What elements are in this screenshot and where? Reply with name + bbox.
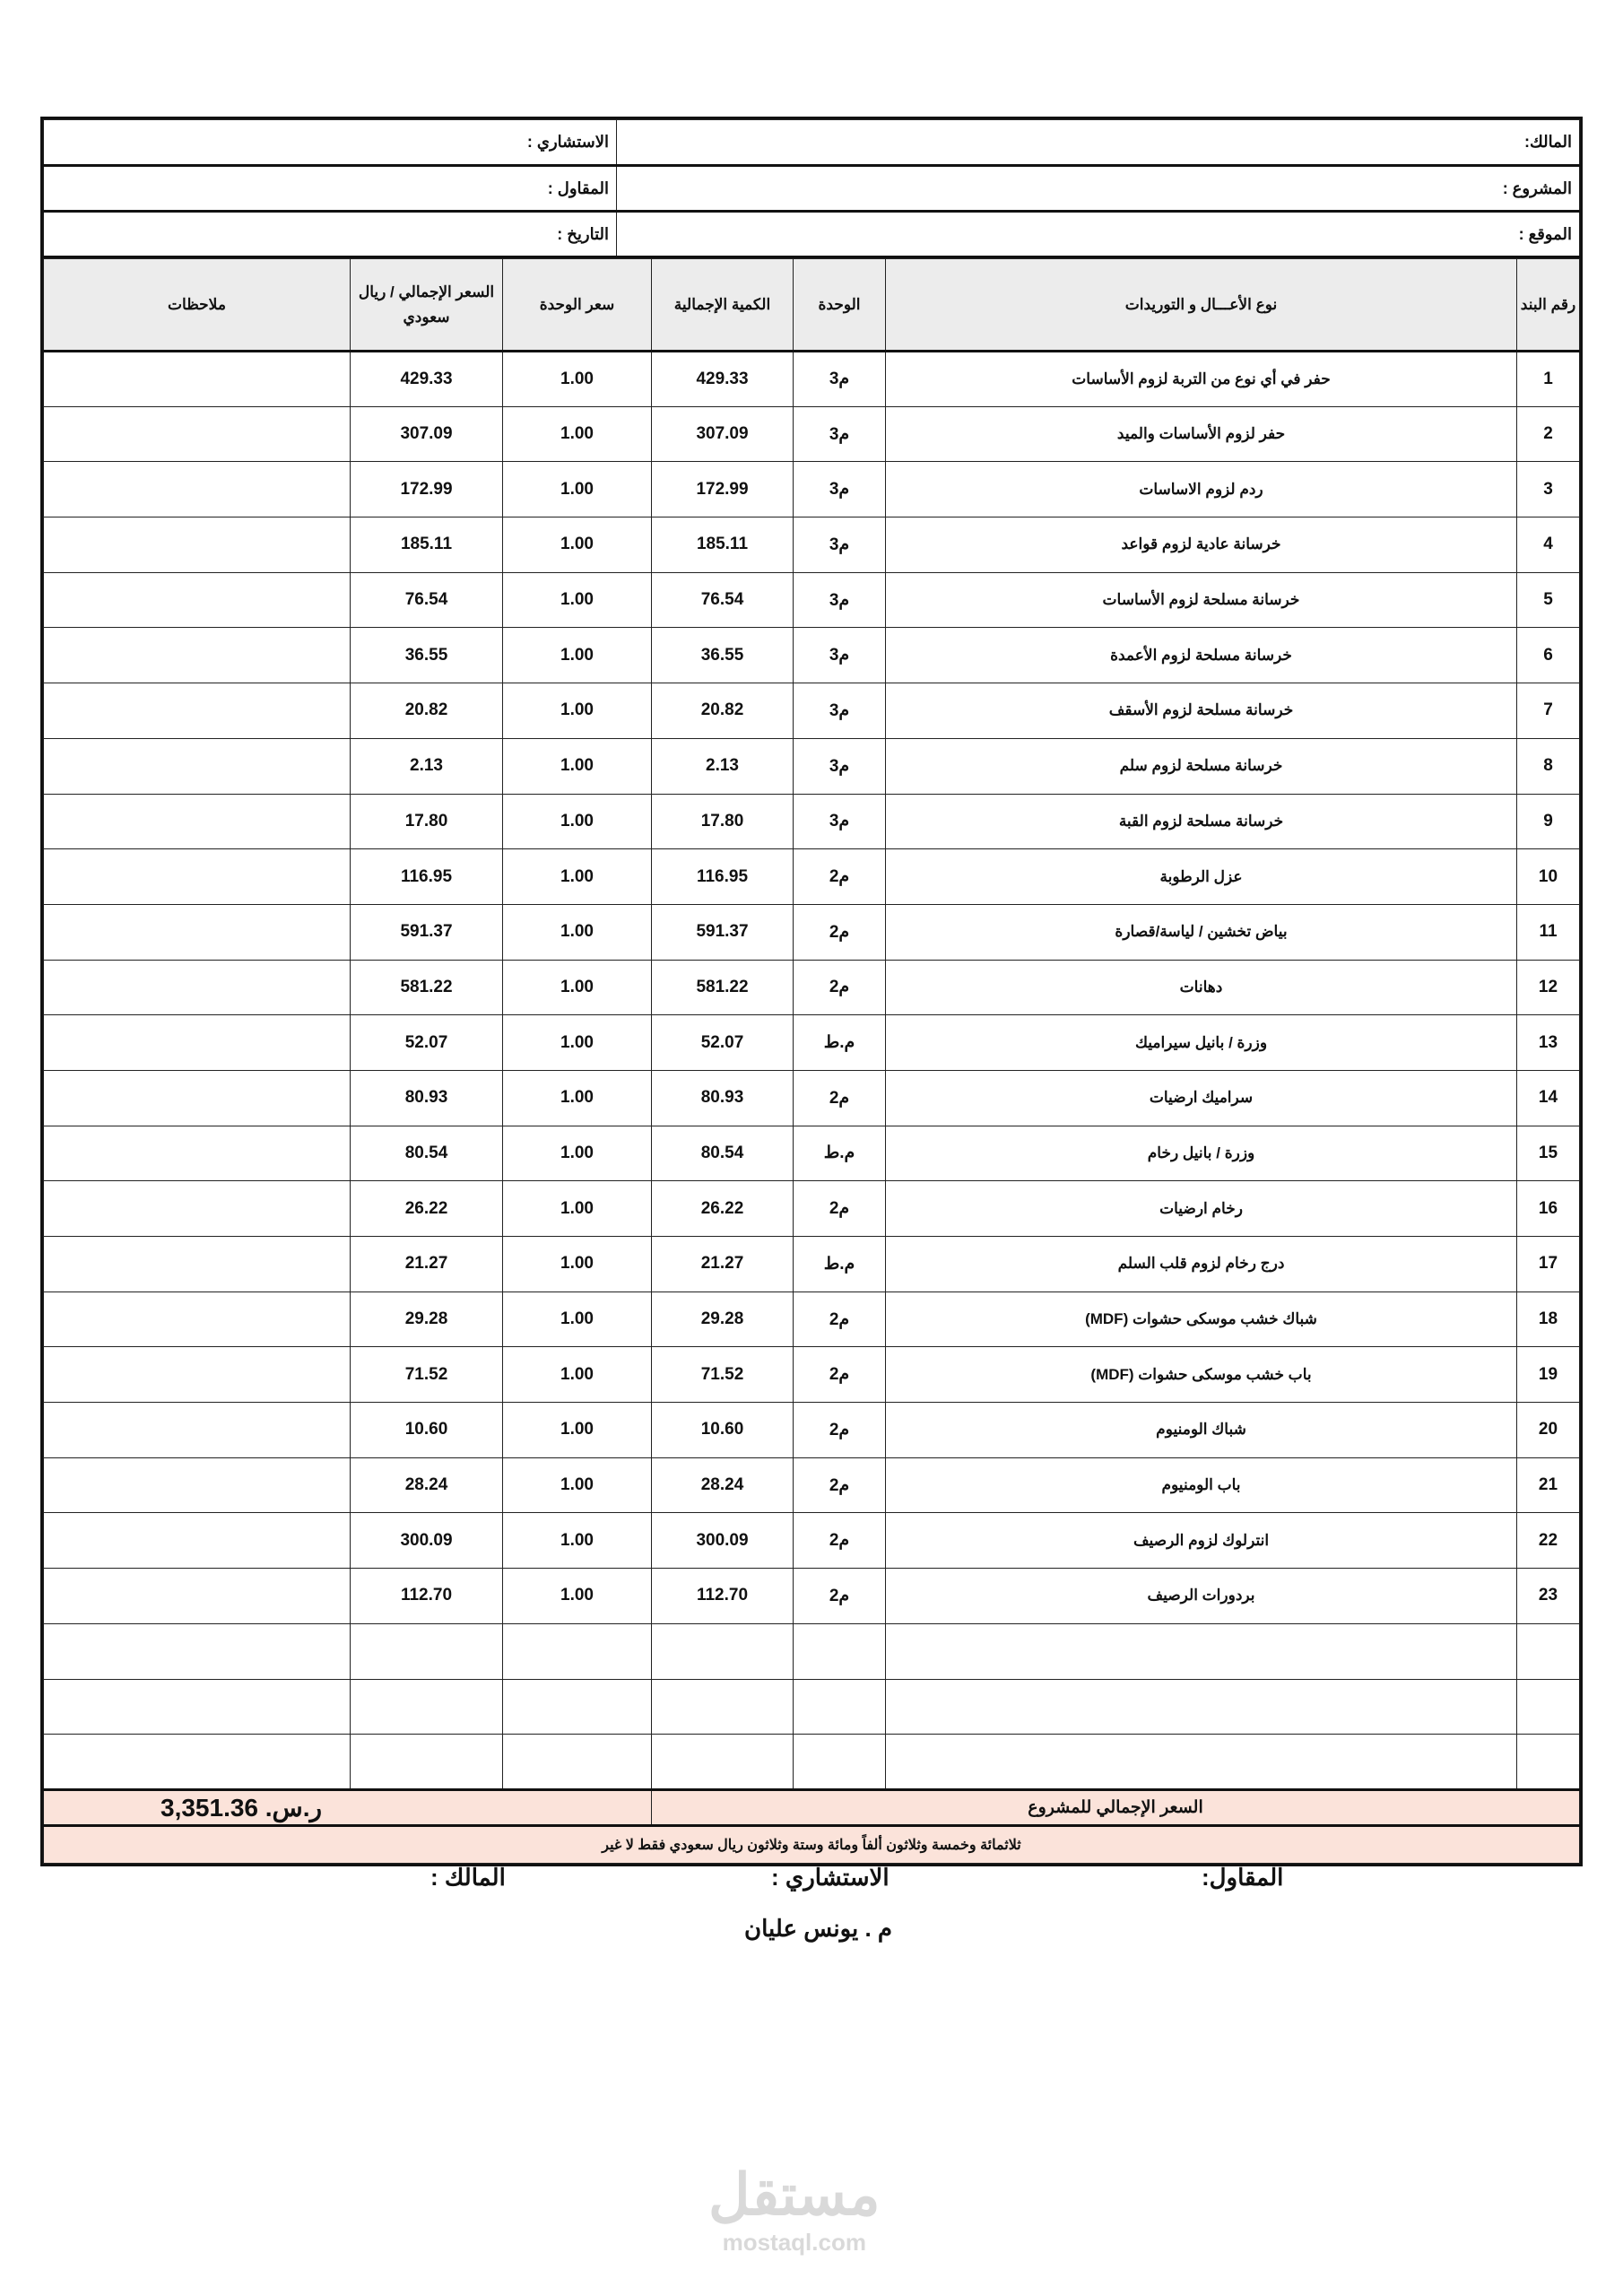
cell-notes: [44, 1403, 351, 1458]
cell-no: 6: [1517, 628, 1580, 683]
cell-qty: 71.52: [652, 1347, 794, 1403]
cell-unit: م2: [794, 1569, 886, 1624]
cell-notes: [44, 517, 351, 573]
table-row: [44, 683, 1580, 739]
cell-notes: [44, 352, 351, 407]
cell-price: 1.00: [503, 1292, 652, 1347]
cell-unit: م2: [794, 1457, 886, 1513]
cell-unit: م2: [794, 1347, 886, 1403]
table-row: [44, 1015, 1580, 1071]
cell-desc: خرسانة مسلحة لزوم الأعمدة: [886, 628, 1517, 683]
cell-price: 1.00: [503, 1569, 652, 1624]
cell-unit: م3: [794, 517, 886, 573]
cell-no: 16: [1517, 1181, 1580, 1237]
cell-unit: م3: [794, 352, 886, 407]
cell-no: 14: [1517, 1070, 1580, 1126]
cell-unit: م3: [794, 683, 886, 739]
cell-desc: حفر في أي نوع من التربة لزوم الأساسات: [886, 352, 1517, 407]
cell-total: 591.37: [351, 904, 503, 960]
cell-notes: [44, 1513, 351, 1569]
table-row: [44, 849, 1580, 905]
cell-price: [503, 1679, 652, 1735]
table-row: [44, 794, 1580, 849]
cell-price: 1.00: [503, 904, 652, 960]
cell-notes: [44, 1237, 351, 1292]
cell-no: 19: [1517, 1347, 1580, 1403]
cell-price: 1.00: [503, 572, 652, 628]
table-row: [44, 572, 1580, 628]
cell-total: 76.54: [351, 572, 503, 628]
cell-total: 10.60: [351, 1403, 503, 1458]
cell-unit: م.ط: [794, 1015, 886, 1071]
cell-total: 71.52: [351, 1347, 503, 1403]
cell-no: 7: [1517, 683, 1580, 739]
table-row: [44, 1623, 1580, 1679]
cell-unit: م.ط: [794, 1237, 886, 1292]
cell-desc: خرسانة عادية لزوم قواعد: [886, 517, 1517, 573]
cell-desc: رخام ارضيات: [886, 1181, 1517, 1237]
cell-price: 1.00: [503, 462, 652, 517]
cell-desc: باب خشب موسكى حشوات (MDF): [886, 1347, 1517, 1403]
cell-no: 13: [1517, 1015, 1580, 1071]
cell-price: 1.00: [503, 628, 652, 683]
cell-desc: عزل الرطوبة: [886, 849, 1517, 905]
table-row: [44, 904, 1580, 960]
cell-no: 23: [1517, 1569, 1580, 1624]
cell-unit: م2: [794, 1070, 886, 1126]
cell-qty: 300.09: [652, 1513, 794, 1569]
cell-no: 10: [1517, 849, 1580, 905]
col-price: سعر الوحدة: [503, 259, 652, 352]
cell-desc: ردم لزوم الاساسات: [886, 462, 1517, 517]
cell-unit: م3: [794, 794, 886, 849]
cell-total: 29.28: [351, 1292, 503, 1347]
cell-notes: [44, 960, 351, 1015]
total-in-words: ثلاثمائة وخمسة وثلاثون ألفاً ومائة وستة وثلاثون ريال سعودي فقط لا غير: [44, 1825, 1580, 1863]
cell-desc: خرسانة مسلحة لزوم الأسقف: [886, 683, 1517, 739]
cell-no: 22: [1517, 1513, 1580, 1569]
cell-total: [351, 1679, 503, 1735]
contractor-field: المقاول :: [44, 166, 617, 212]
cell-total: 307.09: [351, 406, 503, 462]
cell-unit: م3: [794, 462, 886, 517]
watermark-logo: مستقل mostaql.com: [708, 2162, 881, 2256]
col-notes: ملاحظات: [44, 259, 351, 352]
cell-total: 26.22: [351, 1181, 503, 1237]
engineer-name: م . يونس عليان: [744, 1915, 893, 1942]
table-row: [44, 1126, 1580, 1181]
cell-price: 1.00: [503, 1015, 652, 1071]
cell-notes: [44, 683, 351, 739]
cell-desc: بياض تخشين / لياسة/قصارة: [886, 904, 1517, 960]
cell-desc: سراميك ارضيات: [886, 1070, 1517, 1126]
cell-total: 429.33: [351, 352, 503, 407]
cell-notes: [44, 849, 351, 905]
cell-desc: [886, 1735, 1517, 1790]
table-row: [44, 1679, 1580, 1735]
cell-desc: شباك الومنيوم: [886, 1403, 1517, 1458]
table-row: [44, 1237, 1580, 1292]
cell-qty: [652, 1735, 794, 1790]
cell-qty: 36.55: [652, 628, 794, 683]
cell-qty: 307.09: [652, 406, 794, 462]
table-row: [44, 1403, 1580, 1458]
location-field: الموقع :: [617, 212, 1580, 257]
cell-notes: [44, 462, 351, 517]
cell-qty: 2.13: [652, 738, 794, 794]
cell-price: [503, 1623, 652, 1679]
cell-unit: م2: [794, 1181, 886, 1237]
cell-unit: م3: [794, 738, 886, 794]
cell-desc: باب الومنيوم: [886, 1457, 1517, 1513]
cell-notes: [44, 1292, 351, 1347]
cell-notes: [44, 1457, 351, 1513]
cell-price: 1.00: [503, 1126, 652, 1181]
cell-qty: 26.22: [652, 1181, 794, 1237]
cell-desc: دهانات: [886, 960, 1517, 1015]
cell-notes: [44, 738, 351, 794]
cell-unit: م2: [794, 1513, 886, 1569]
cell-no: 17: [1517, 1237, 1580, 1292]
cell-qty: [652, 1679, 794, 1735]
cell-unit: م2: [794, 904, 886, 960]
cell-qty: 80.93: [652, 1070, 794, 1126]
cell-price: 1.00: [503, 1403, 652, 1458]
cell-notes: [44, 406, 351, 462]
cell-total: 20.82: [351, 683, 503, 739]
col-qty: الكمية الإجمالية: [652, 259, 794, 352]
table-row: [44, 1569, 1580, 1624]
table-row: [44, 738, 1580, 794]
cell-qty: [652, 1623, 794, 1679]
cell-qty: 20.82: [652, 683, 794, 739]
contractor-signature: المقاول:: [1202, 1864, 1284, 1891]
cell-price: 1.00: [503, 1457, 652, 1513]
table-row: [44, 960, 1580, 1015]
cell-desc: بردورات الرصيف: [886, 1569, 1517, 1624]
cell-desc: [886, 1623, 1517, 1679]
cell-price: 1.00: [503, 1347, 652, 1403]
table-row: [44, 1735, 1580, 1790]
table-row: [44, 1457, 1580, 1513]
cell-qty: 429.33: [652, 352, 794, 407]
table-row: [44, 1513, 1580, 1569]
cell-unit: م3: [794, 406, 886, 462]
owner-field: المالك:: [617, 120, 1580, 166]
cell-total: 172.99: [351, 462, 503, 517]
cell-qty: 21.27: [652, 1237, 794, 1292]
cell-no: 9: [1517, 794, 1580, 849]
cell-no: [1517, 1679, 1580, 1735]
cell-notes: [44, 1623, 351, 1679]
cell-notes: [44, 1347, 351, 1403]
cell-no: 1: [1517, 352, 1580, 407]
total-amount: ر.س. 3,351.36: [44, 1789, 652, 1825]
cell-no: 12: [1517, 960, 1580, 1015]
cell-notes: [44, 1015, 351, 1071]
table-row: [44, 462, 1580, 517]
table-row: [44, 517, 1580, 573]
cell-price: 1.00: [503, 960, 652, 1015]
cell-qty: 17.80: [652, 794, 794, 849]
cell-qty: 76.54: [652, 572, 794, 628]
table-row: [44, 1070, 1580, 1126]
cell-total: 21.27: [351, 1237, 503, 1292]
table-row: [44, 1181, 1580, 1237]
cell-total: 52.07: [351, 1015, 503, 1071]
cell-price: 1.00: [503, 1181, 652, 1237]
cell-unit: [794, 1623, 886, 1679]
cell-no: 18: [1517, 1292, 1580, 1347]
cell-no: 8: [1517, 738, 1580, 794]
cell-notes: [44, 1569, 351, 1624]
cell-price: 1.00: [503, 352, 652, 407]
cell-qty: 112.70: [652, 1569, 794, 1624]
cell-unit: م3: [794, 572, 886, 628]
cell-price: 1.00: [503, 683, 652, 739]
cell-no: 21: [1517, 1457, 1580, 1513]
cell-no: 4: [1517, 517, 1580, 573]
cell-unit: [794, 1679, 886, 1735]
table-row: [44, 406, 1580, 462]
cell-no: 5: [1517, 572, 1580, 628]
date-field: التاريخ :: [44, 212, 617, 257]
cell-desc: شباك خشب موسكى حشوات (MDF): [886, 1292, 1517, 1347]
col-no: رقم البند: [1517, 259, 1580, 352]
cell-unit: م2: [794, 1403, 886, 1458]
cell-price: 1.00: [503, 849, 652, 905]
cell-qty: 185.11: [652, 517, 794, 573]
cell-notes: [44, 628, 351, 683]
cell-desc: خرسانة مسلحة لزوم سلم: [886, 738, 1517, 794]
cell-qty: 591.37: [652, 904, 794, 960]
cell-price: 1.00: [503, 1513, 652, 1569]
table-row: [44, 628, 1580, 683]
cell-no: 2: [1517, 406, 1580, 462]
cell-total: [351, 1623, 503, 1679]
consultant-field: الاستشاري :: [44, 120, 617, 166]
cell-total: 28.24: [351, 1457, 503, 1513]
cell-notes: [44, 794, 351, 849]
cell-no: 3: [1517, 462, 1580, 517]
owner-signature: المالك :: [430, 1864, 506, 1891]
cell-notes: [44, 1070, 351, 1126]
cell-unit: م2: [794, 1292, 886, 1347]
cell-desc: [886, 1679, 1517, 1735]
cell-price: 1.00: [503, 1237, 652, 1292]
cell-desc: خرسانة مسلحة لزوم الأساسات: [886, 572, 1517, 628]
cell-qty: 10.60: [652, 1403, 794, 1458]
cell-qty: 29.28: [652, 1292, 794, 1347]
cell-total: 185.11: [351, 517, 503, 573]
cell-unit: م.ط: [794, 1126, 886, 1181]
cell-total: 80.54: [351, 1126, 503, 1181]
cell-no: [1517, 1735, 1580, 1790]
consultant-signature: الاستشاري :: [771, 1864, 890, 1891]
cell-total: 112.70: [351, 1569, 503, 1624]
cell-total: 2.13: [351, 738, 503, 794]
bill-of-quantities: [40, 117, 1583, 1866]
cell-unit: م3: [794, 628, 886, 683]
cell-desc: وزرة / بانيل سيراميك: [886, 1015, 1517, 1071]
cell-price: 1.00: [503, 1070, 652, 1126]
table-row: [44, 1347, 1580, 1403]
cell-desc: درج رخام لزوم قلب السلم: [886, 1237, 1517, 1292]
cell-notes: [44, 1679, 351, 1735]
col-unit: الوحدة: [794, 259, 886, 352]
cell-price: 1.00: [503, 794, 652, 849]
cell-notes: [44, 1126, 351, 1181]
cell-total: 300.09: [351, 1513, 503, 1569]
cell-notes: [44, 572, 351, 628]
cell-qty: 116.95: [652, 849, 794, 905]
cell-qty: 80.54: [652, 1126, 794, 1181]
cell-unit: م2: [794, 849, 886, 905]
cell-notes: [44, 1181, 351, 1237]
total-label: السعر الإجمالي للمشروع: [652, 1789, 1580, 1825]
cell-unit: م2: [794, 960, 886, 1015]
cell-price: [503, 1735, 652, 1790]
cell-qty: 52.07: [652, 1015, 794, 1071]
project-field: المشروع :: [617, 166, 1580, 212]
cell-price: 1.00: [503, 406, 652, 462]
cell-desc: انترلوك لزوم الرصيف: [886, 1513, 1517, 1569]
cell-price: 1.00: [503, 738, 652, 794]
cell-no: [1517, 1623, 1580, 1679]
table-row: [44, 352, 1580, 407]
table-row: [44, 1292, 1580, 1347]
cell-total: [351, 1735, 503, 1790]
cell-total: 80.93: [351, 1070, 503, 1126]
col-desc: نوع الأعـــال و التوريدات: [886, 259, 1517, 352]
cell-no: 20: [1517, 1403, 1580, 1458]
info-table: [43, 119, 1580, 258]
cell-qty: 581.22: [652, 960, 794, 1015]
cell-total: 36.55: [351, 628, 503, 683]
cell-unit: [794, 1735, 886, 1790]
cell-desc: حفر لزوم الأساسات والميد: [886, 406, 1517, 462]
cell-price: 1.00: [503, 517, 652, 573]
cell-no: 15: [1517, 1126, 1580, 1181]
cell-total: 581.22: [351, 960, 503, 1015]
cell-total: 116.95: [351, 849, 503, 905]
cell-qty: 28.24: [652, 1457, 794, 1513]
cell-qty: 172.99: [652, 462, 794, 517]
cell-desc: وزرة / بانيل رخام: [886, 1126, 1517, 1181]
cell-notes: [44, 1735, 351, 1790]
col-total: السعر الإجمالي / ريال سعودي: [351, 259, 503, 352]
cell-no: 11: [1517, 904, 1580, 960]
cell-notes: [44, 904, 351, 960]
cell-total: 17.80: [351, 794, 503, 849]
cell-desc: خرسانة مسلحة لزوم القبة: [886, 794, 1517, 849]
items-table: [43, 258, 1580, 1864]
